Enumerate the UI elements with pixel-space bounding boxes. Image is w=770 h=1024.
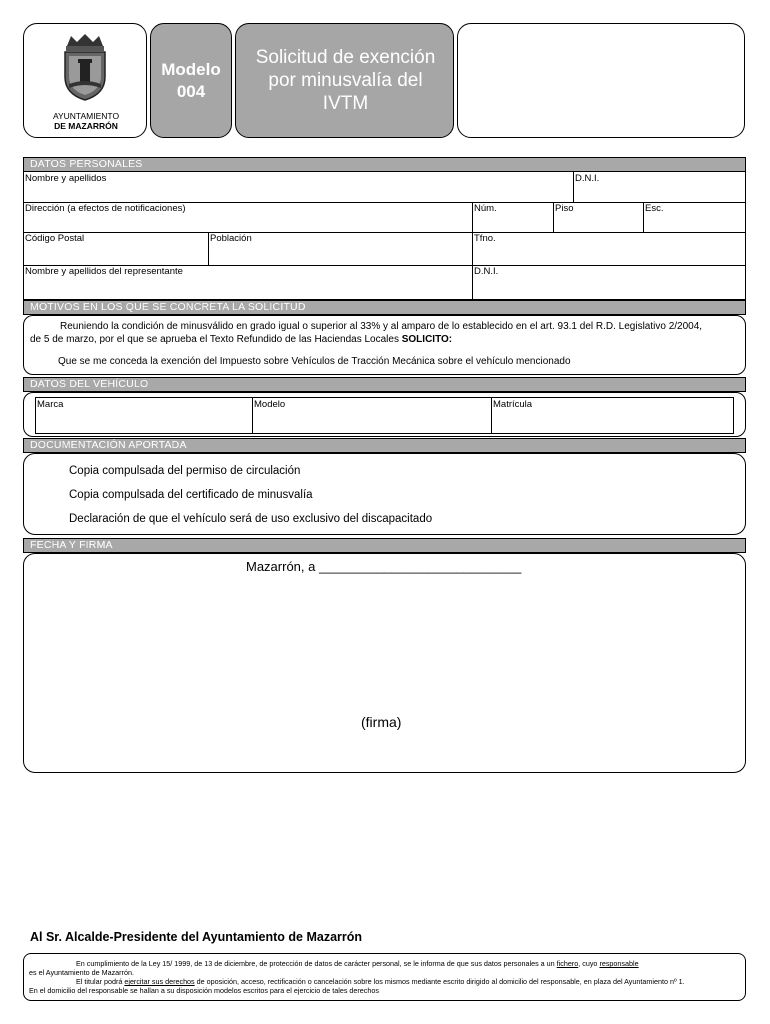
addressee-line: Al Sr. Alcalde-Presidente del Ayuntamiento de Mazarrón <box>30 930 363 944</box>
field-dni[interactable]: D.N.I. <box>575 173 600 184</box>
field-piso[interactable]: Piso <box>555 203 574 214</box>
legal-line-1a: En cumplimiento de la Ley 15/ 1999, de 13 de diciembre, de protección de datos de carácter personal, se le informa de que sus datos personales a un <box>76 959 557 968</box>
firma-label: (firma) <box>361 714 402 730</box>
legal-fichero: fichero <box>556 959 579 968</box>
doc-item-declaracion[interactable]: Declaración de que el vehículo será de uso exclusivo del discapacitado <box>69 513 433 525</box>
field-matricula[interactable]: Matrícula <box>493 399 533 410</box>
field-marca[interactable]: Marca <box>37 399 64 410</box>
modelo-number: 004 <box>176 82 206 101</box>
coat-of-arms-icon <box>55 32 115 102</box>
section-fecha-firma: FECHA Y FIRMA <box>23 538 746 553</box>
field-codigo-postal[interactable]: Código Postal <box>25 233 85 244</box>
fecha-firma-box <box>23 553 746 773</box>
fecha-place-line[interactable]: Mazarrón, a ____________________________ <box>246 559 522 574</box>
legal-line-3a: El titular podrá <box>76 977 125 986</box>
logo-text-line2: DE MAZARRÓN <box>54 121 118 131</box>
motivos-paragraph1: Reuniendo la condición de minusválido en grado igual o superior al 33% y al amparo de lo establecido en el art. 93.1 del R.D. Legislativo 2/2004, <box>60 321 703 332</box>
field-representante[interactable]: Nombre y apellidos del representante <box>25 266 183 277</box>
legal-line-1 <box>76 959 741 969</box>
field-direccion[interactable]: Dirección (a efectos de notificaciones) <box>25 203 186 214</box>
section-datos-vehiculo: DATOS DEL VEHÍCULO <box>23 377 746 392</box>
section-datos-personales: DATOS PERSONALES <box>23 157 746 172</box>
registry-stamp-box <box>457 23 745 138</box>
doc-item-permiso[interactable]: Copia compulsada del permiso de circulación <box>69 465 301 477</box>
legal-responsable: responsable <box>599 959 639 968</box>
title-box <box>235 23 454 138</box>
data-protection-box <box>23 953 746 1001</box>
section-motivos: MOTIVOS EN LOS QUE SE CONCRETA LA SOLICITUD <box>23 300 746 315</box>
field-nombre[interactable]: Nombre y apellidos <box>25 173 107 184</box>
solicito-label: SOLICITO: <box>401 334 453 345</box>
section-documentacion: DOCUMENTACIÓN APORTADA <box>23 438 746 453</box>
doc-item-certificado[interactable]: Copia compulsada del certificado de minusvalía <box>69 489 313 501</box>
legal-line-3b: de oposición, acceso, rectificación o cancelación sobre los mismos mediante escrito dirigido al domicilio del responsable, en plaza del Ayuntamiento nº 1. <box>194 977 685 986</box>
logo-text-line1: AYUNTAMIENTO <box>52 111 120 121</box>
field-modelo[interactable]: Modelo <box>254 399 286 410</box>
logo-box <box>23 23 147 138</box>
field-dni-representante[interactable]: D.N.I. <box>474 266 499 277</box>
field-num[interactable]: Núm. <box>474 203 497 214</box>
modelo-box <box>150 23 232 138</box>
field-tfno[interactable]: Tfno. <box>474 233 496 244</box>
field-esc[interactable]: Esc. <box>645 203 664 214</box>
legal-line-1b: , cuyo <box>578 959 600 968</box>
motivos-paragraph1-cont-text: de 5 de marzo, por el que se aprueba el Texto Refundido de las Haciendas Locales <box>30 334 402 345</box>
legal-line-2: es el Ayuntamiento de Mazarrón. <box>29 968 134 977</box>
legal-ejercitar: ejercitar sus derechos <box>124 977 195 986</box>
page-title: Solicitud de exención por minusvalía del IVTM <box>255 47 436 114</box>
motivos-paragraph1-cont <box>30 333 452 346</box>
modelo-label: Modelo <box>161 60 221 79</box>
legal-line-4: En el domicilio del responsable se hallan a su disposición modelos escritos para el ejercicio de tales derechos <box>29 986 379 995</box>
vehiculo-grid <box>35 397 734 434</box>
field-poblacion[interactable]: Población <box>210 233 252 244</box>
motivos-paragraph2: Que se me conceda la exención del Impuesto sobre Vehículos de Tracción Mecánica sobre el vehículo mencionado <box>58 356 571 367</box>
personal-data-grid <box>23 172 746 300</box>
